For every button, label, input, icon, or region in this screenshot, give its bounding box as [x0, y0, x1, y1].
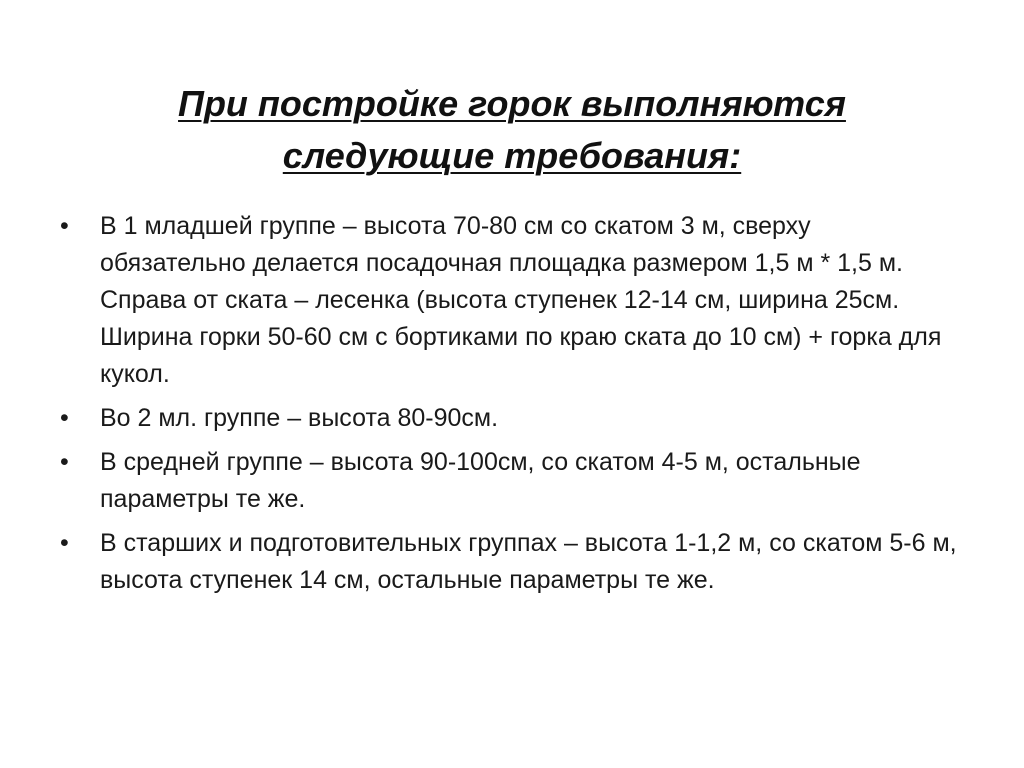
bullet-item [60, 444, 960, 518]
bullet-text: В средней группе – высота 90-100см, со скатом 4-5 м, остальные параметры те же. [100, 448, 861, 513]
bullet-item [60, 400, 960, 437]
bullet-item [60, 208, 960, 393]
bullet-list [60, 208, 960, 606]
slide-title-line2: следующие требования: [282, 135, 742, 176]
bullet-icon: • [60, 404, 69, 432]
slide-title-line1: При постройке горок выполняются [178, 83, 846, 124]
bullet-item [60, 525, 960, 599]
bullet-text: В старших и подготовительных группах – высота 1-1,2 м, со скатом 5-6 м, высота ступенек 14 см, остальные параметры те же. [100, 529, 957, 594]
slide-title [80, 78, 944, 182]
bullet-icon: • [60, 212, 69, 240]
bullet-text: Во 2 мл. группе – высота 80-90см. [100, 404, 499, 432]
bullet-icon: • [60, 529, 69, 557]
bullet-text: В 1 младшей группе – высота 70-80 см со скатом 3 м, сверху обязательно делается посадочная площадка размером 1,5 м * 1,5 м. Справа от ската – лесенка (высота ступенек 12-14 см, ширина 25см. Ширина горки 50-60 см с бортиками по краю ската до 10 см) + горка для кукол. [100, 212, 942, 388]
bullet-icon: • [60, 448, 69, 476]
